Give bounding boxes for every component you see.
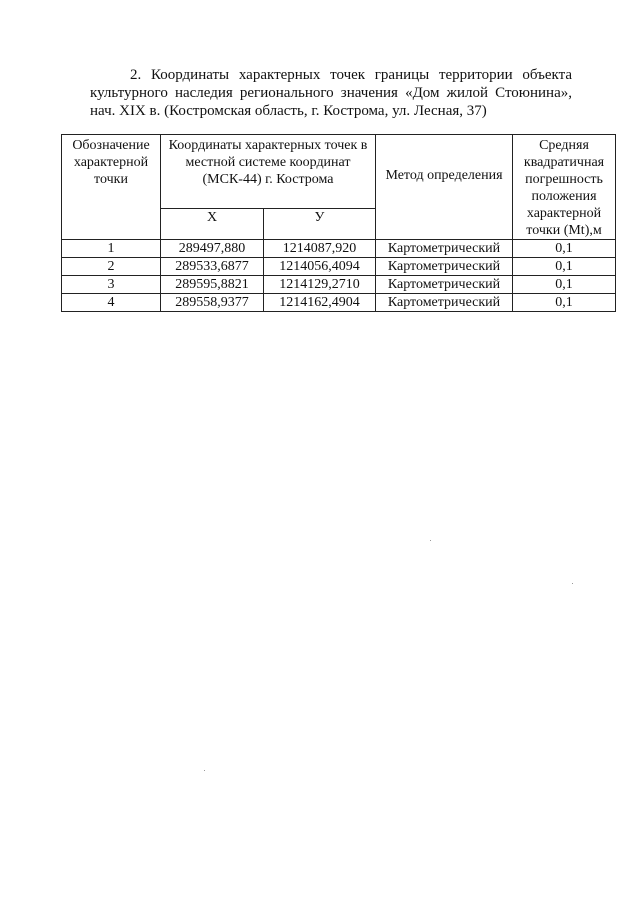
section-heading xyxy=(90,66,572,120)
heading-number: 2. xyxy=(130,67,142,83)
header-x: X xyxy=(161,209,264,240)
header-coordinates: Координаты характерных точек в местной системе координат (МСК-44) г. Кострома xyxy=(161,135,376,209)
table-row xyxy=(62,294,616,312)
cell-method: Картометрический xyxy=(376,258,513,276)
cell-point: 1 xyxy=(62,240,161,258)
cell-method: Картометрический xyxy=(376,240,513,258)
scan-speck xyxy=(204,770,205,771)
header-point-designation: Обозначение характерной точки xyxy=(62,135,161,240)
cell-error: 0,1 xyxy=(513,240,616,258)
cell-x: 289497,880 xyxy=(161,240,264,258)
cell-y: 1214129,2710 xyxy=(264,276,376,294)
cell-point: 4 xyxy=(62,294,161,312)
cell-y: 1214056,4094 xyxy=(264,258,376,276)
cell-method: Картометрический xyxy=(376,294,513,312)
cell-method: Картометрический xyxy=(376,276,513,294)
cell-x: 289595,8821 xyxy=(161,276,264,294)
scan-speck xyxy=(430,540,431,541)
scan-speck xyxy=(572,583,573,584)
cell-error: 0,1 xyxy=(513,276,616,294)
cell-point: 3 xyxy=(62,276,161,294)
header-method: Метод определения xyxy=(376,135,513,240)
header-mean-error: Средняя квадратичная погрешность положения характерной точки (Mt),м xyxy=(513,135,616,240)
cell-x: 289558,9377 xyxy=(161,294,264,312)
coordinates-table xyxy=(61,134,616,312)
heading-text: Координаты характерных точек границы территории объекта культурного наследия регионального значения «Дом жилой Стоюнина», нач. XIX в. (Костромская область, г. Кострома, ул. Лесная, 37) xyxy=(90,67,573,119)
header-y: У xyxy=(264,209,376,240)
cell-error: 0,1 xyxy=(513,294,616,312)
cell-point: 2 xyxy=(62,258,161,276)
table-row xyxy=(62,276,616,294)
cell-error: 0,1 xyxy=(513,258,616,276)
cell-y: 1214162,4904 xyxy=(264,294,376,312)
cell-y: 1214087,920 xyxy=(264,240,376,258)
table-row xyxy=(62,240,616,258)
table-row xyxy=(62,258,616,276)
cell-x: 289533,6877 xyxy=(161,258,264,276)
